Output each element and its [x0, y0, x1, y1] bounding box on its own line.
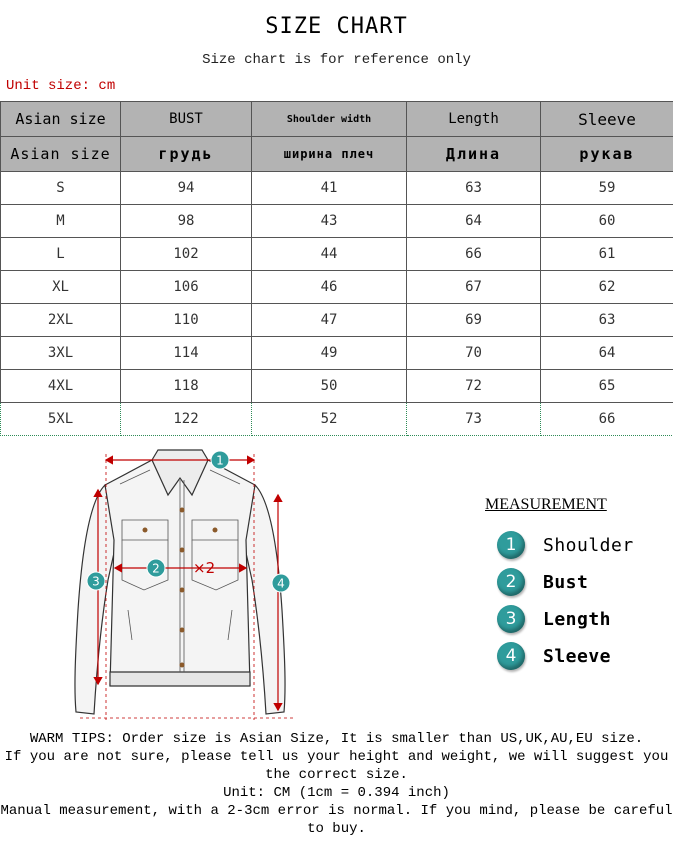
header-shoulder: Shoulder width [252, 102, 407, 137]
measurement-item-sleeve [497, 641, 611, 671]
cell-sleeve: 66 [541, 403, 673, 436]
cell-size: S [1, 172, 121, 205]
cell-sleeve: 59 [541, 172, 673, 205]
jacket-diagram [60, 440, 320, 730]
cell-shoulder: 52 [252, 403, 407, 436]
cell-sleeve: 61 [541, 238, 673, 271]
cell-sleeve: 60 [541, 205, 673, 238]
measurement-label-bust: Bust [543, 571, 589, 593]
cell-shoulder: 46 [252, 271, 407, 304]
cell-shoulder: 44 [252, 238, 407, 271]
measurement-item-bust [497, 567, 588, 597]
cell-bust: 114 [121, 337, 252, 370]
table-header-en [1, 102, 673, 137]
cell-bust: 94 [121, 172, 252, 205]
header-ru-asian-size: Asian size [1, 137, 121, 172]
cell-shoulder: 43 [252, 205, 407, 238]
cell-size: 3XL [1, 337, 121, 370]
cell-size: L [1, 238, 121, 271]
badge-2: 2 [497, 568, 525, 596]
cell-shoulder: 41 [252, 172, 407, 205]
tips-line-4: Manual measurement, with a 2-3cm error is normal. If you mind, please be careful to buy. [0, 803, 673, 837]
measurement-label-shoulder: Shoulder [543, 534, 634, 556]
cell-length: 64 [407, 205, 541, 238]
tips-line-3: Unit: CM (1cm = 0.394 inch) [223, 785, 450, 801]
cell-length: 72 [407, 370, 541, 403]
cell-bust: 118 [121, 370, 252, 403]
cell-length: 73 [407, 403, 541, 436]
cell-size: 5XL [1, 403, 121, 436]
table-row [1, 337, 673, 370]
measurement-item-length [497, 604, 611, 634]
header-ru-length: Длина [407, 137, 541, 172]
cell-size: XL [1, 271, 121, 304]
badge-1: 1 [497, 531, 525, 559]
subtitle: Size chart is for reference only [202, 52, 471, 68]
header-ru-sleeve: рукав [541, 137, 673, 172]
marker-2 [147, 559, 165, 577]
page-title: SIZE CHART [265, 14, 408, 39]
cell-shoulder: 47 [252, 304, 407, 337]
marker-3-text: 3 [92, 574, 100, 589]
marker-3 [87, 572, 105, 590]
marker-2-text: 2 [152, 561, 160, 576]
unit-label: Unit size: cm [6, 78, 116, 94]
badge-3: 3 [497, 605, 525, 633]
tips-line-1: WARM TIPS: Order size is Asian Size, It is smaller than US,UK,AU,EU size. [29, 731, 644, 747]
marker-4 [272, 574, 290, 592]
measurement-label-sleeve: Sleeve [543, 645, 612, 667]
measurement-item-shoulder [497, 530, 634, 560]
measurement-title: MEASUREMENT [485, 496, 607, 513]
marker-4-text: 4 [277, 576, 285, 591]
table-row [1, 205, 673, 238]
cell-sleeve: 64 [541, 337, 673, 370]
table-row [1, 238, 673, 271]
header-bust: BUST [121, 102, 252, 137]
size-table [0, 101, 673, 436]
tips-line-2: If you are not sure, please tell us your height and weight, we will suggest you the correct size. [4, 749, 669, 783]
table-header-ru [1, 137, 673, 172]
cell-bust: 110 [121, 304, 252, 337]
header-asian-size: Asian size [1, 102, 121, 137]
cell-bust: 98 [121, 205, 252, 238]
warm-tips [0, 730, 673, 838]
marker-1 [211, 451, 229, 469]
cell-shoulder: 49 [252, 337, 407, 370]
header-ru-bust: грудь [121, 137, 252, 172]
bust-multiplier: ×2 [193, 559, 216, 577]
measurement-label-length: Length [543, 608, 612, 630]
table-row [1, 271, 673, 304]
header-length: Length [407, 102, 541, 137]
cell-length: 67 [407, 271, 541, 304]
cell-size: 4XL [1, 370, 121, 403]
table-row [1, 304, 673, 337]
table-row [1, 403, 673, 436]
cell-length: 70 [407, 337, 541, 370]
cell-size: 2XL [1, 304, 121, 337]
header-sleeve: Sleeve [541, 102, 673, 137]
cell-bust: 122 [121, 403, 252, 436]
cell-size: M [1, 205, 121, 238]
cell-bust: 106 [121, 271, 252, 304]
cell-shoulder: 50 [252, 370, 407, 403]
cell-bust: 102 [121, 238, 252, 271]
badge-4: 4 [497, 642, 525, 670]
cell-length: 69 [407, 304, 541, 337]
cell-sleeve: 63 [541, 304, 673, 337]
header-ru-shoulder: ширина плеч [252, 137, 407, 172]
cell-length: 66 [407, 238, 541, 271]
cell-sleeve: 65 [541, 370, 673, 403]
marker-1-text: 1 [216, 453, 224, 468]
table-row [1, 172, 673, 205]
cell-sleeve: 62 [541, 271, 673, 304]
cell-length: 63 [407, 172, 541, 205]
table-row [1, 370, 673, 403]
